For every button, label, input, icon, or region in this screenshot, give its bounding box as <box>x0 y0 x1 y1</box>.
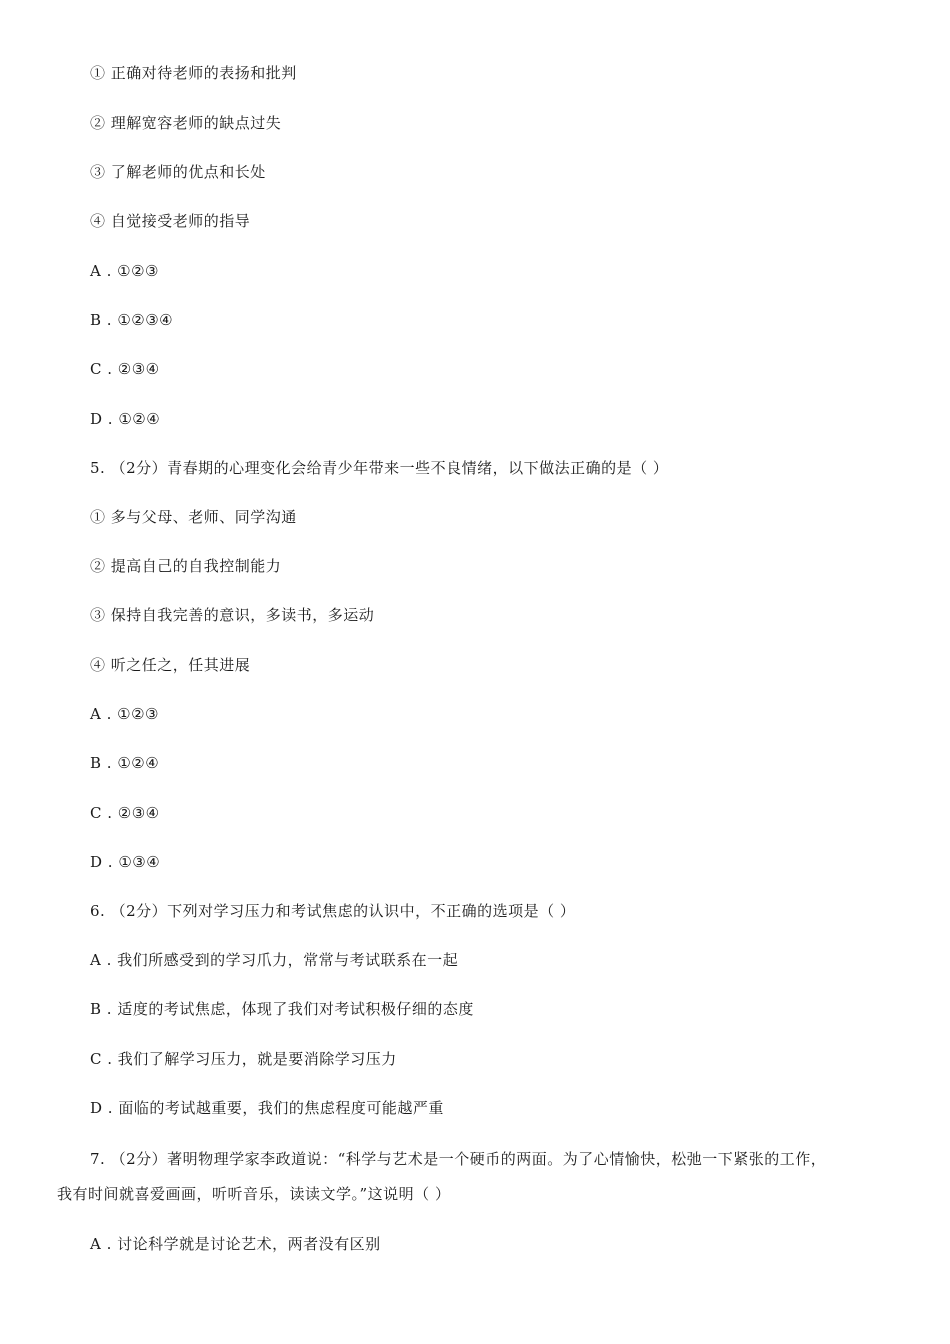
q5-stem: 5. （2分）青春期的心理变化会给青少年带来一些不良情绪，以下做法正确的是（ ） <box>90 459 669 477</box>
q4-option-a: A . ①②③ <box>90 262 159 280</box>
q4-option-c: C . ②③④ <box>90 360 160 378</box>
q5-option-b: B . ①②④ <box>90 754 160 772</box>
q4-option-d: D . ①②④ <box>90 410 161 428</box>
q5-statement-1: ① 多与父母、老师、同学沟通 <box>90 508 297 526</box>
q5-statement-4: ④ 听之任之，任其进展 <box>90 656 251 674</box>
q6-option-b: B . 适度的考试焦虑，体现了我们对考试积极仔细的态度 <box>90 1000 474 1018</box>
q6-option-d: D . 面临的考试越重要，我们的焦虑程度可能越严重 <box>90 1099 444 1117</box>
q6-option-a: A . 我们所感受到的学习爪力，常常与考试联系在一起 <box>90 951 459 969</box>
q5-option-a: A . ①②③ <box>90 705 159 723</box>
q6-option-c: C . 我们了解学习压力，就是要消除学习压力 <box>90 1050 397 1068</box>
q4-option-b: B . ①②③④ <box>90 311 174 329</box>
q4-statement-2: ② 理解宽容老师的缺点过失 <box>90 114 282 132</box>
q7-stem-line-1: 7. （2分）著明物理学家李政道说：“科学与艺术是一个硬币的两面。为了心情愉快，松弛一下紧张的工作， <box>90 1150 827 1168</box>
q4-statement-3: ③ 了解老师的优点和长处 <box>90 163 266 181</box>
q4-statement-1: ① 正确对待老师的表扬和批判 <box>90 64 297 82</box>
q5-option-c: C . ②③④ <box>90 804 160 822</box>
q7-stem-line-2: 我有时间就喜爱画画，听听音乐，读读文学。”这说明（ ） <box>57 1185 451 1203</box>
q5-option-d: D . ①③④ <box>90 853 161 871</box>
q5-statement-3: ③ 保持自我完善的意识，多读书，多运动 <box>90 606 375 624</box>
q7-option-a: A . 讨论科学就是讨论艺术，两者没有区别 <box>90 1235 381 1253</box>
q6-stem: 6. （2分）下列对学习压力和考试焦虑的认识中，不正确的选项是（ ） <box>90 902 576 920</box>
q4-statement-4: ④ 自觉接受老师的指导 <box>90 212 251 230</box>
q5-statement-2: ② 提高自己的自我控制能力 <box>90 557 282 575</box>
